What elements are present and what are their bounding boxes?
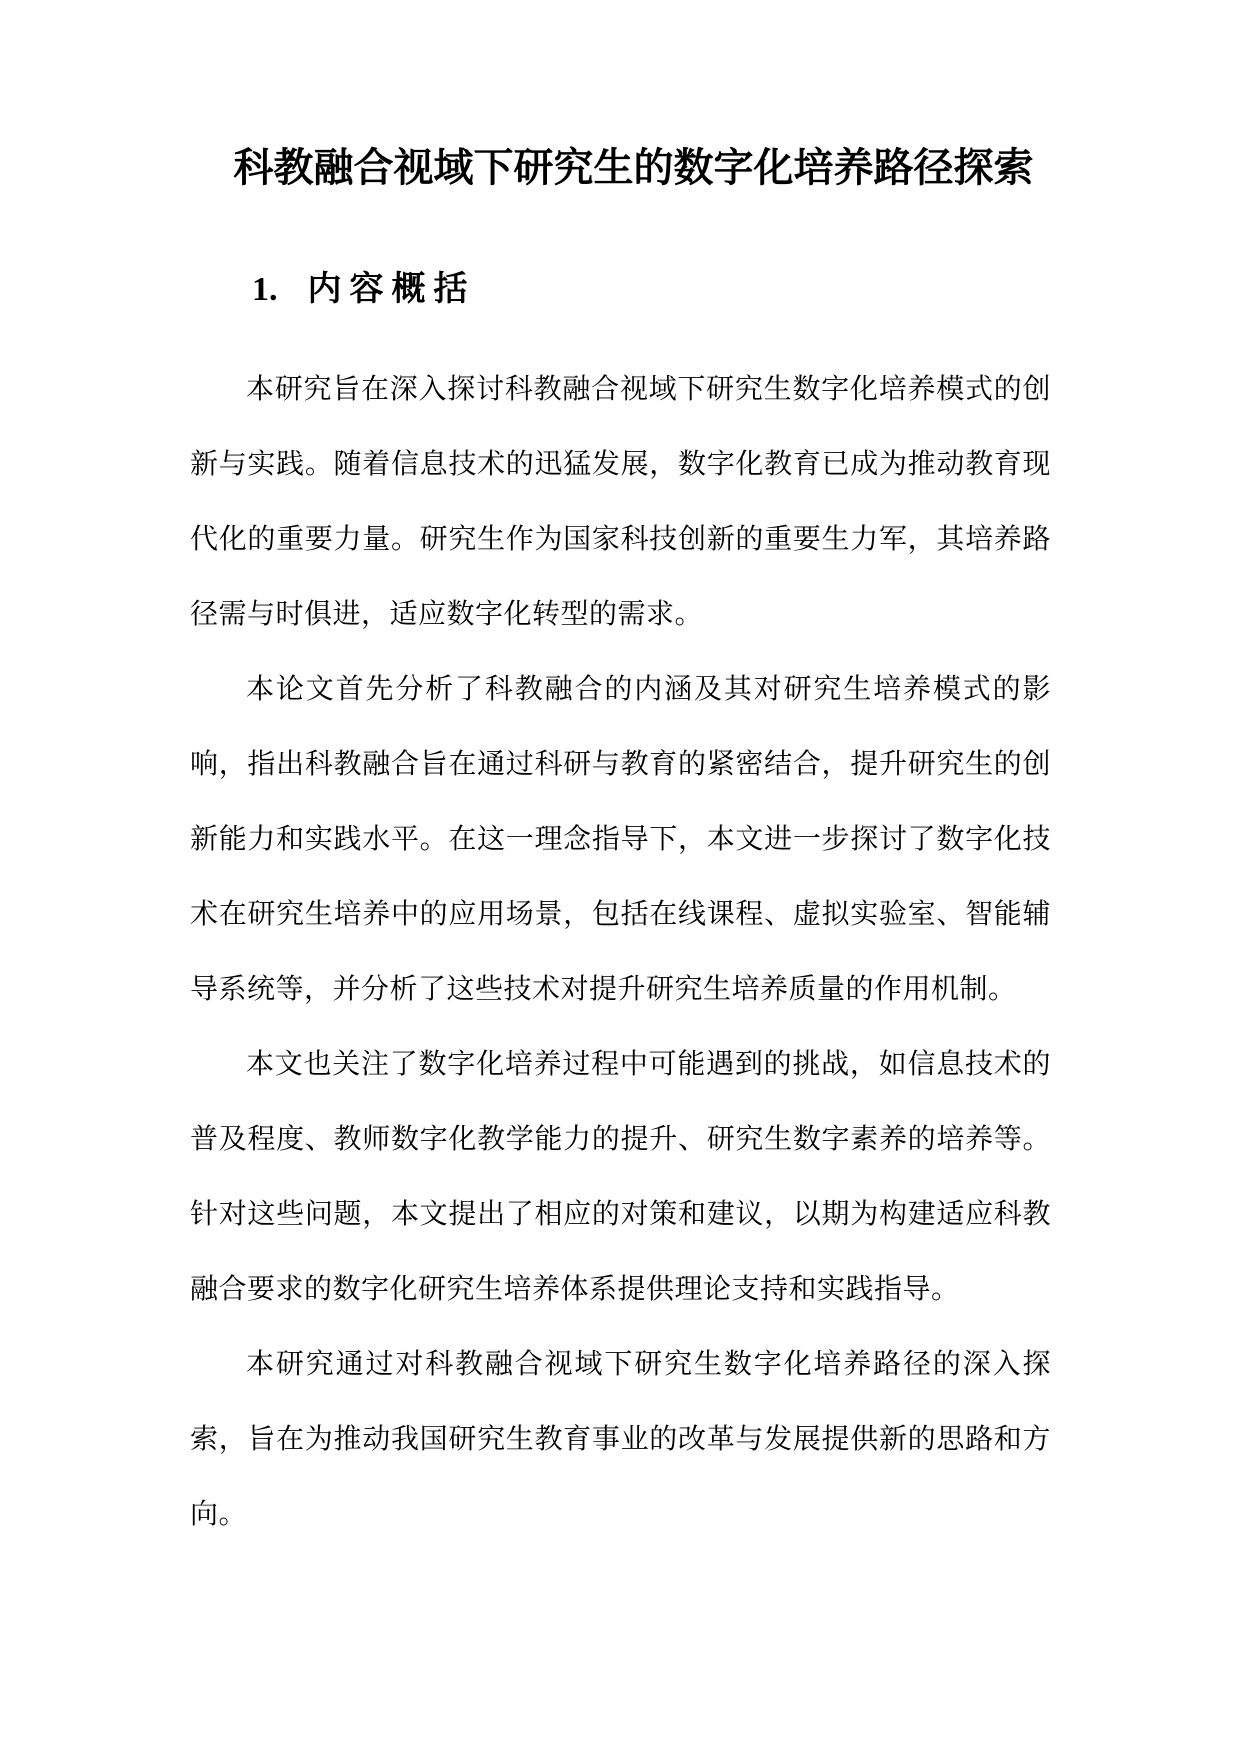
section-heading — [252, 264, 1051, 316]
section-label: 内容概括 — [307, 271, 476, 308]
paragraph: 本研究旨在深入探讨科教融合视域下研究生数字化培养模式的创新与实践。随着信息技术的迅猛发展，数字化教育已成为推动教育现代化的重要力量。研究生作为国家科技创新的重要生力军，其培养路径需与时俱进，适应数字化转型的需求。 — [190, 374, 1051, 630]
section-number: 1. — [252, 271, 278, 308]
document-body — [190, 352, 1051, 1552]
paragraph: 本论文首先分析了科教融合的内涵及其对研究生培养模式的影响，指出科教融合旨在通过科研与教育的紧密结合，提升研究生的创新能力和实践水平。在这一理念指导下，本文进一步探讨了数字化技术在研究生培养中的应用场景，包括在线课程、虚拟实验室、智能辅导系统等，并分析了这些技术对提升研究生培养质量的作用机制。 — [190, 674, 1051, 1005]
paragraph: 本文也关注了数字化培养过程中可能遇到的挑战，如信息技术的普及程度、教师数字化教学能力的提升、研究生数字素养的培养等。针对这些问题，本文提出了相应的对策和建议，以期为构建适应科教融合要求的数字化研究生培养体系提供理论支持和实践指导。 — [190, 1049, 1051, 1305]
paragraph: 本研究通过对科教融合视域下研究生数字化培养路径的深入探索，旨在为推动我国研究生教育事业的改革与发展提供新的思路和方向。 — [190, 1349, 1051, 1530]
document-title: 科教融合视域下研究生的数字化培养路径探索 — [233, 145, 1034, 190]
